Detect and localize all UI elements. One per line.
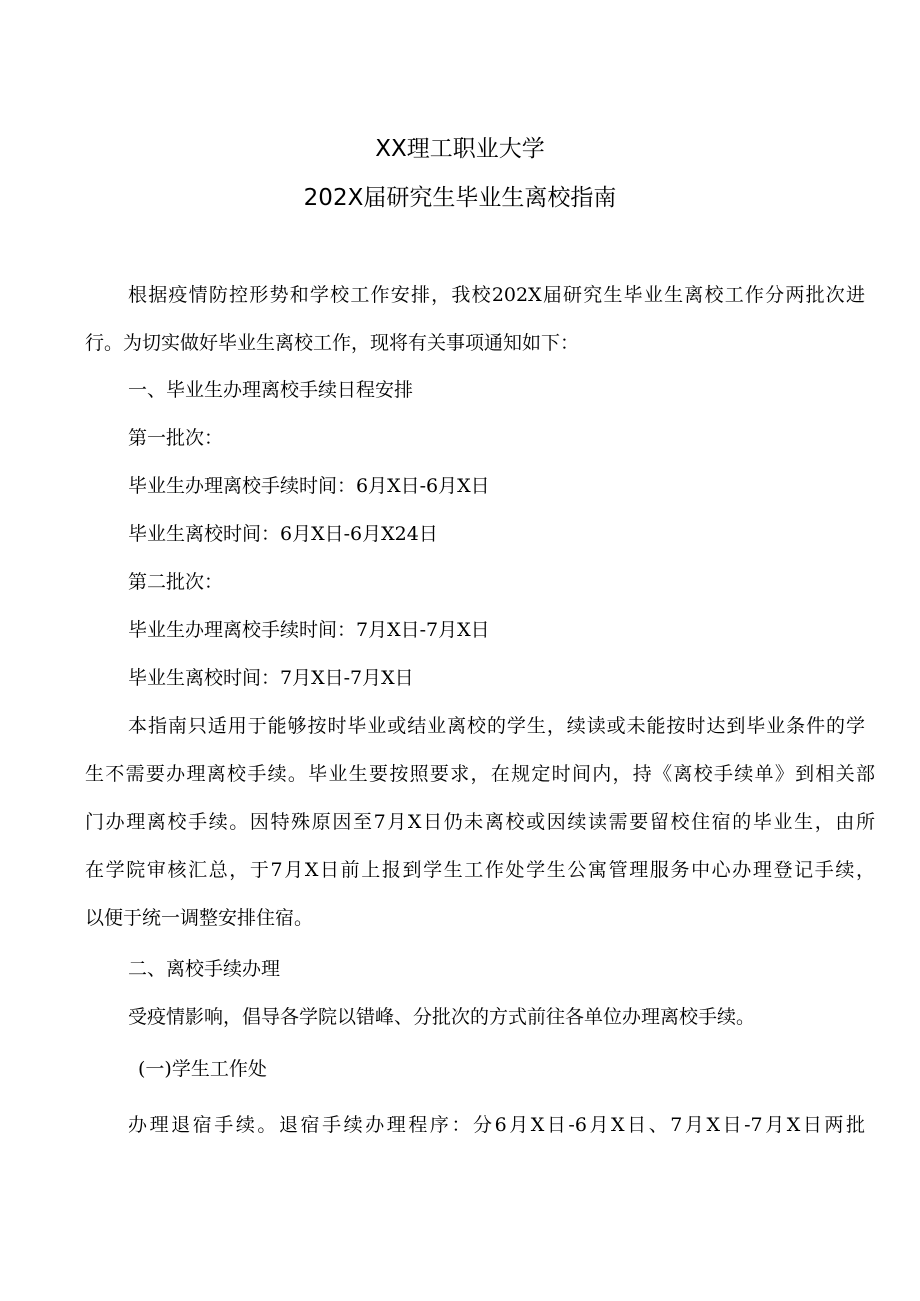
section-2-intro: 受疫情影响，倡导各学院以错峰、分批次的方式前往各单位办理离校手续。 — [128, 1006, 756, 1028]
para-2-line-5: 以便于统一调整安排住宿。 — [85, 907, 314, 929]
intro-line-1: 根据疫情防控形势和学校工作安排，我校202X届研究生毕业生离校工作分两批次进 — [128, 284, 865, 306]
batch-2-leave-time: 毕业生离校时间：7月X日-7月X日 — [128, 667, 414, 689]
subsection-1-heading: (一)学生工作处 — [138, 1058, 267, 1080]
para-2-line-3: 门办理离校手续。因特殊原因至7月X日仍未离校或因续读需要留校住宿的毕业生，由所 — [85, 811, 875, 833]
section-1-heading: 一、毕业生办理离校手续日程安排 — [128, 379, 414, 401]
batch-1-procedure-time: 毕业生办理离校手续时间：6月X日-6月X日 — [128, 475, 490, 497]
batch-1-label: 第一批次： — [128, 427, 224, 449]
intro-line-2: 行。为切实做好毕业生离校工作，现将有关事项通知如下： — [85, 332, 580, 354]
batch-1-leave-time: 毕业生离校时间：6月X日-6月X24日 — [128, 523, 438, 545]
batch-2-label: 第二批次： — [128, 571, 224, 593]
para-2-line-1: 本指南只适用于能够按时毕业或结业离校的学生，续读或未能按时达到毕业条件的学 — [128, 715, 865, 737]
document-title-line-1: XX理工职业大学 — [375, 136, 545, 162]
subsection-1-line-1: 办理退宿手续。退宿手续办理程序：分6月X日-6月X日、7月X日-7月X日两批 — [128, 1114, 865, 1136]
para-2-line-4: 在学院审核汇总，于7月X日前上报到学生工作处学生公寓管理服务中心办理登记手续， — [85, 859, 875, 881]
batch-2-procedure-time: 毕业生办理离校手续时间：7月X日-7月X日 — [128, 619, 490, 641]
para-2-line-2: 生不需要办理离校手续。毕业生要按照要求，在规定时间内，持《离校手续单》到相关部 — [85, 763, 875, 785]
document-title-line-2: 202X届研究生毕业生离校指南 — [303, 185, 617, 211]
section-2-heading: 二、离校手续办理 — [128, 958, 281, 980]
